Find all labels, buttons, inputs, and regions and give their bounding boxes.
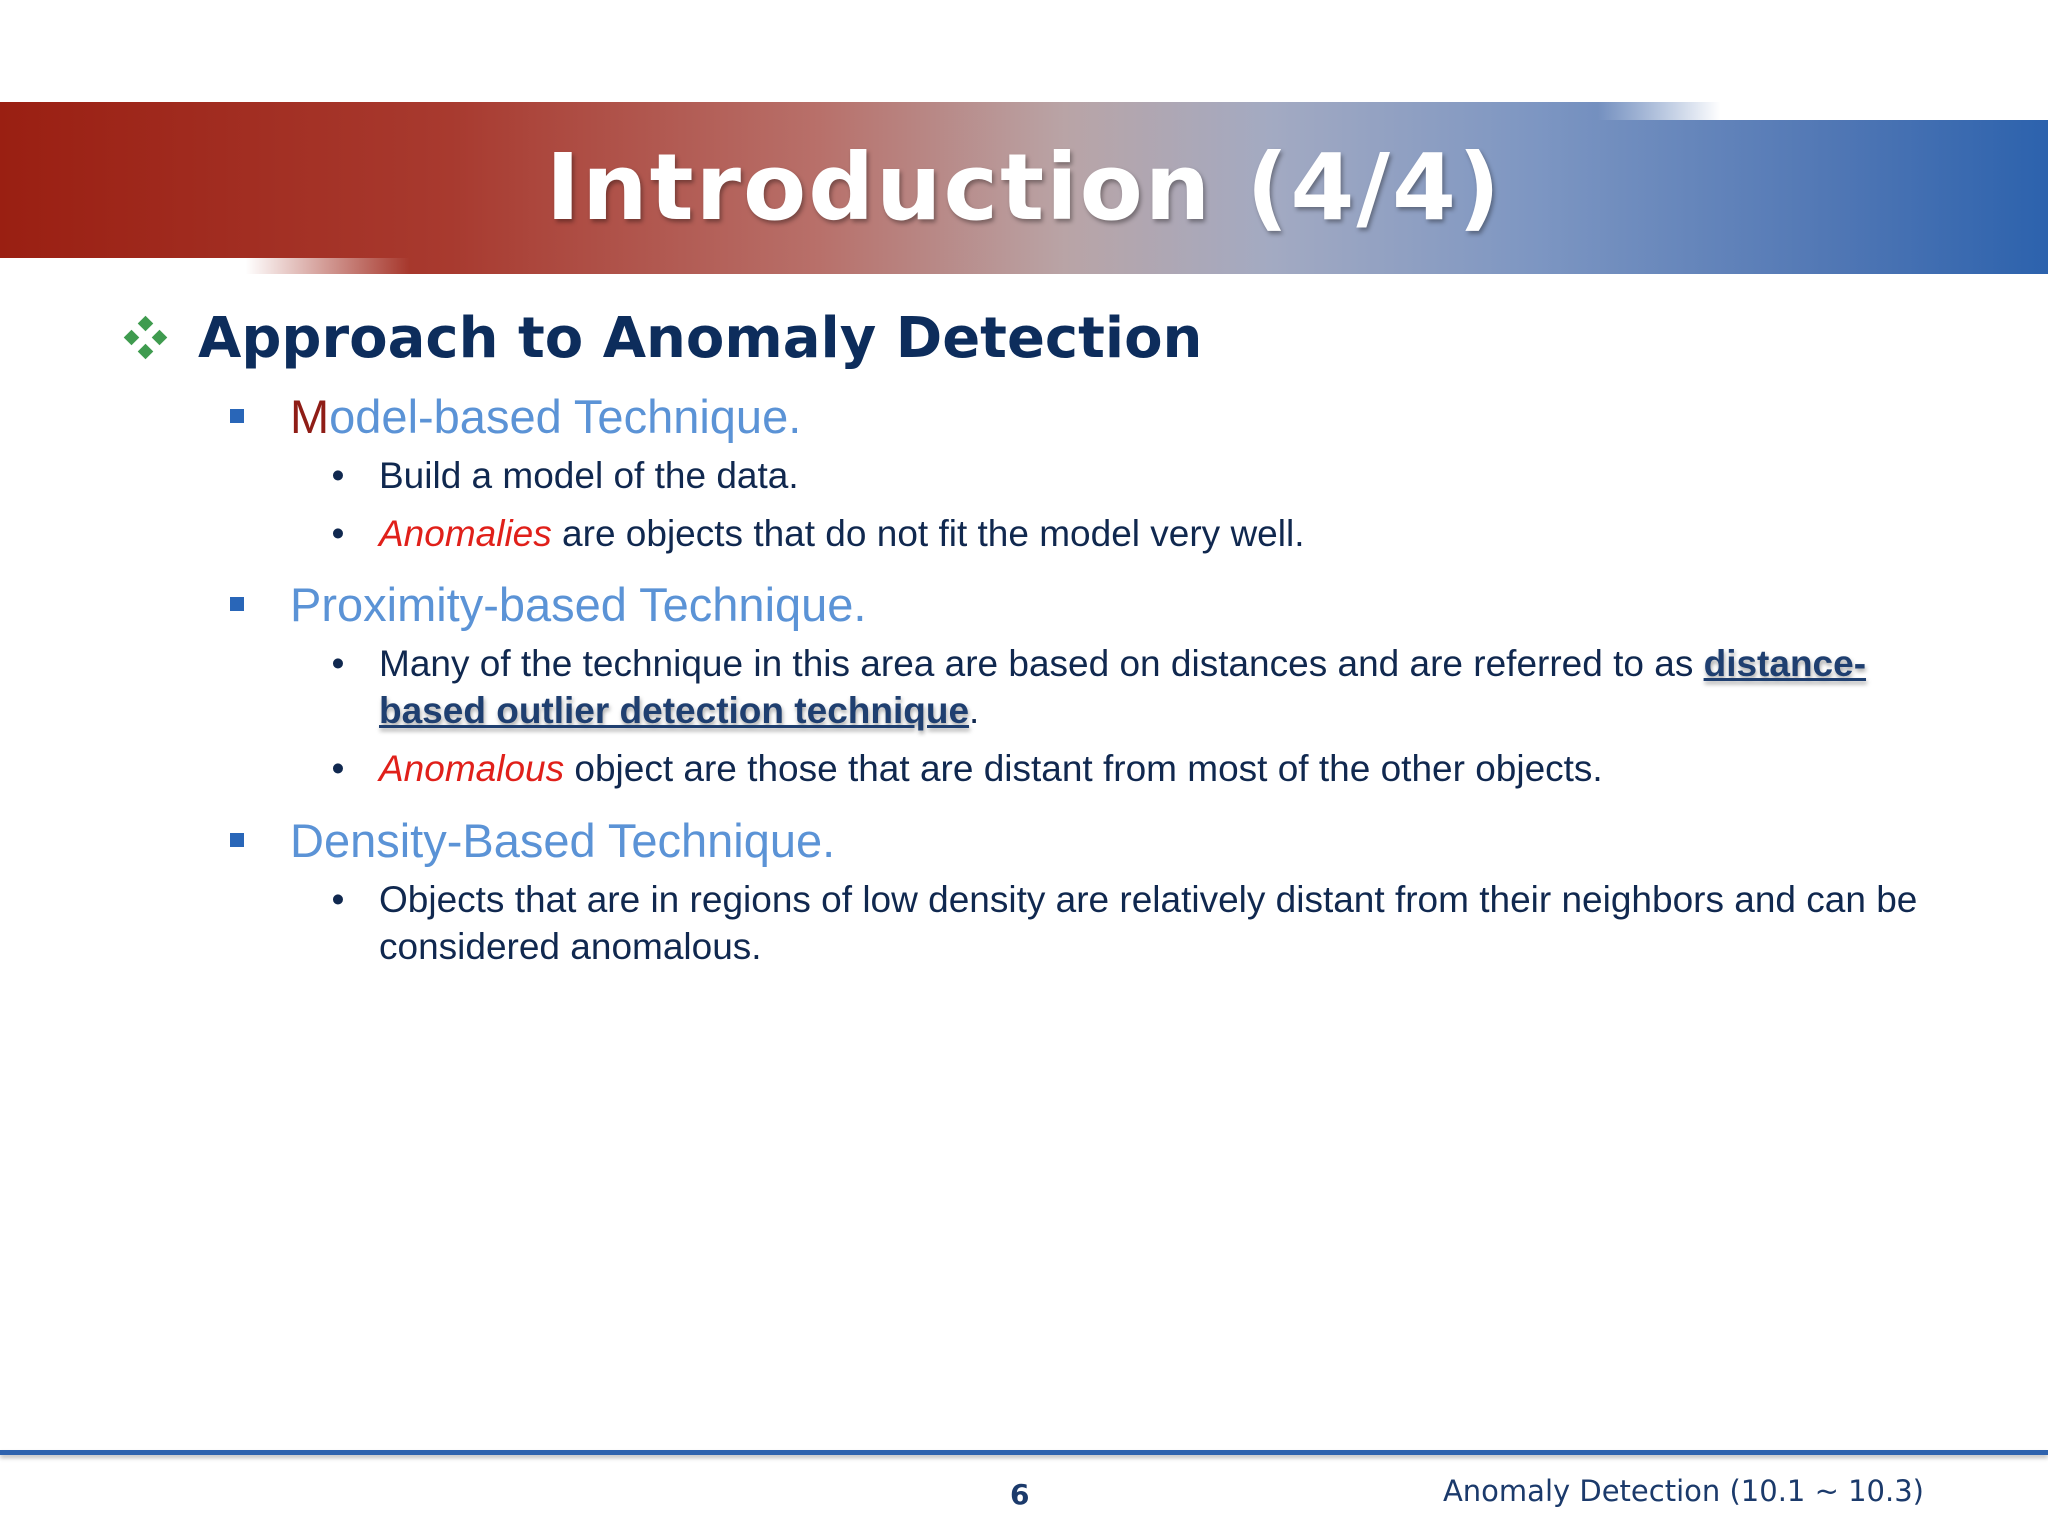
list-item [228,640,1879,734]
list-item [228,876,1939,970]
section-items [228,452,1928,557]
dot-bullet-icon: • [331,748,345,789]
section-title-row [228,574,1928,634]
item-emphasis: Anomalies [379,513,552,554]
dot-bullet-icon: • [331,879,345,920]
section-title: Density-Based Technique. [290,813,836,867]
dot-bullet-icon: • [331,513,345,554]
item-text: are objects that do not fit the model very well. [551,513,1305,554]
square-bullet-icon [230,597,244,611]
section-title: Proximity-based Technique. [290,577,867,631]
item-emphasis: Anomalous [379,748,565,789]
list-item [228,452,1928,499]
dot-bullet-icon: • [331,643,345,684]
section-title-rest: odel-based Technique. [329,389,802,443]
item-text: object are those that are distant from most of the other objects. [564,748,1603,789]
item-text: Build a model of the data. [379,455,799,496]
square-bullet-icon [230,409,244,423]
item-text: Many of the technique in this area are based on distances and are referred to as [379,643,1704,684]
main-heading: Approach to Anomaly Detection [198,305,1203,371]
section-title-row [228,810,1928,870]
item-suffix: . [969,690,980,731]
footer-title: Anomaly Detection (10.1 ~ 10.3) [1442,1474,1924,1508]
four-diamond-bullet-icon [124,316,168,360]
distance-based-term-link[interactable]: distance-based outlier detection technique [379,643,1867,731]
section-title [290,389,801,444]
section-items [228,640,1928,792]
main-heading-row [124,300,1202,376]
section-title-initial: M [290,389,330,443]
section-title-row [228,386,1928,446]
list-item [228,510,1928,557]
dot-bullet-icon: • [331,455,345,496]
slide-title: Introduction (4/4) [545,134,1503,241]
section-model-based [228,386,1928,557]
item-text: Objects that are in regions of low density are relatively distant from their neighbors and can be considered anomalous. [379,879,1918,967]
section-proximity-based [228,574,1928,792]
page-number: 6 [1010,1478,1030,1511]
section-items [228,876,1928,970]
footer-divider [0,1450,2048,1455]
section-density-based [228,810,1928,970]
square-bullet-icon [230,833,244,847]
list-item [228,745,1928,792]
